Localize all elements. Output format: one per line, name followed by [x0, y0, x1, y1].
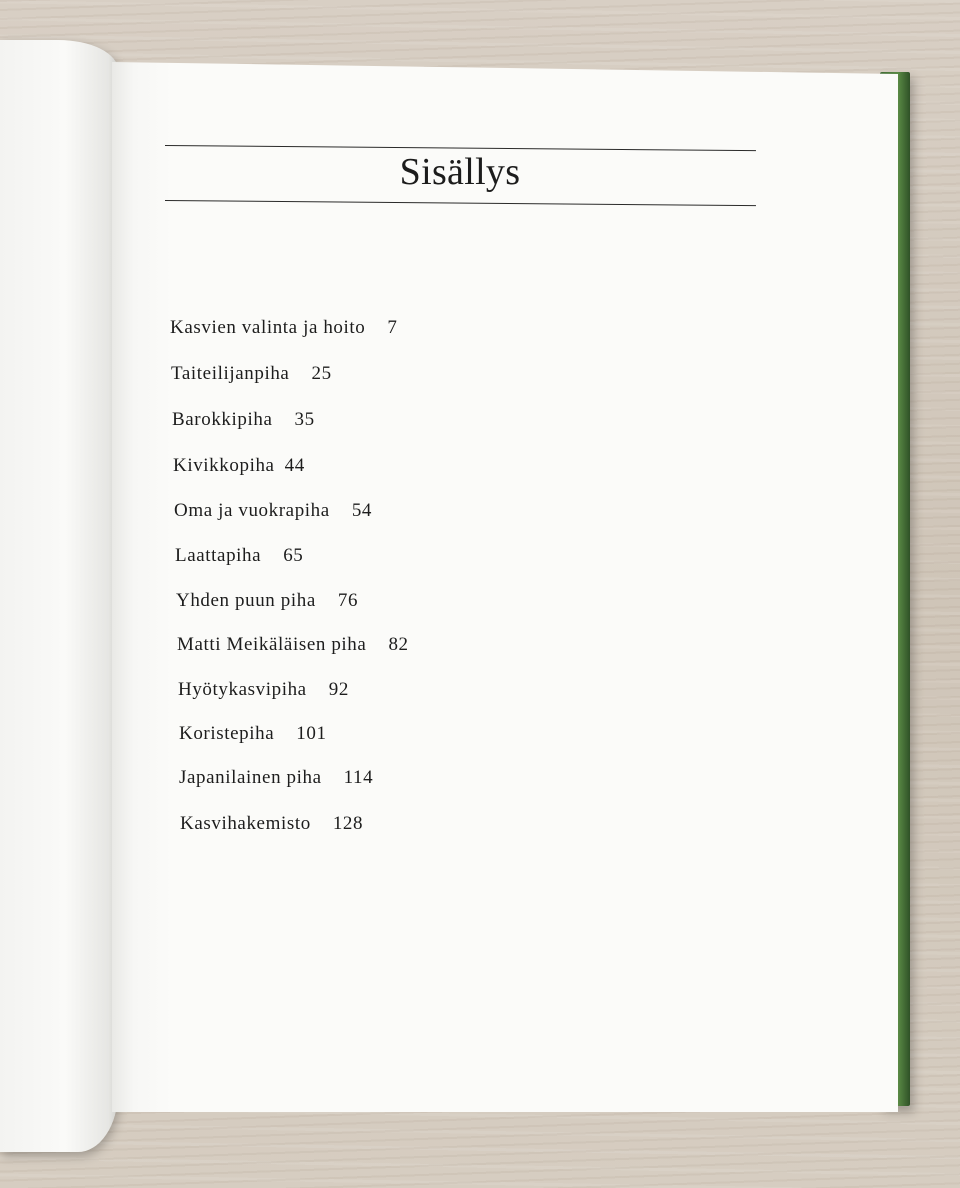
toc-entry-page: 35 [294, 409, 315, 430]
toc-entry-page: 114 [343, 767, 374, 788]
toc-entry-title: Kivikkopiha [173, 455, 275, 476]
toc-entry [171, 363, 332, 385]
toc-entry [172, 409, 315, 431]
toc-entry [173, 455, 305, 477]
toc-entry-title: Hyötykasvipiha [178, 679, 307, 700]
toc-entry-title: Koristepiha [179, 723, 275, 744]
toc-entry [180, 813, 363, 835]
toc-entry-title: Laattapiha [175, 545, 262, 566]
toc-entry [170, 317, 398, 339]
toc-entry [175, 545, 303, 567]
toc-entry-page: 82 [388, 634, 409, 655]
toc-entry [179, 723, 327, 745]
left-page [0, 40, 118, 1152]
toc-entry-title: Kasvien valinta ja hoito [170, 317, 366, 338]
toc-entry [177, 634, 409, 656]
toc-entry-page: 54 [351, 500, 373, 521]
page-title: Sisällys [399, 151, 521, 193]
toc-entry [178, 679, 349, 701]
toc-entry-page: 76 [337, 590, 359, 611]
right-page [112, 62, 898, 1112]
toc-entry-page: 7 [387, 317, 398, 338]
toc-entry-page: 65 [283, 545, 304, 566]
toc-entry-title: Japanilainen piha [179, 767, 322, 788]
toc-entry-page: 92 [328, 679, 349, 700]
toc-entry [179, 767, 373, 789]
toc-entry-title: Barokkipiha [172, 409, 273, 430]
toc-entry [174, 500, 372, 522]
toc-entry-page: 101 [296, 723, 327, 744]
toc-entry-title: Oma ja vuokrapiha [174, 500, 330, 521]
toc-entry-title: Matti Meikäläisen piha [177, 634, 367, 655]
toc-entry-page: 128 [332, 813, 364, 834]
toc-entry [176, 590, 358, 612]
toc-entry-page: 44 [284, 455, 305, 476]
toc-entry-title: Yhden puun piha [176, 590, 316, 611]
toc-entry-page: 25 [311, 363, 332, 384]
toc-entry-title: Kasvihakemisto [180, 813, 311, 834]
toc-entry-title: Taiteilijanpiha [171, 363, 290, 384]
